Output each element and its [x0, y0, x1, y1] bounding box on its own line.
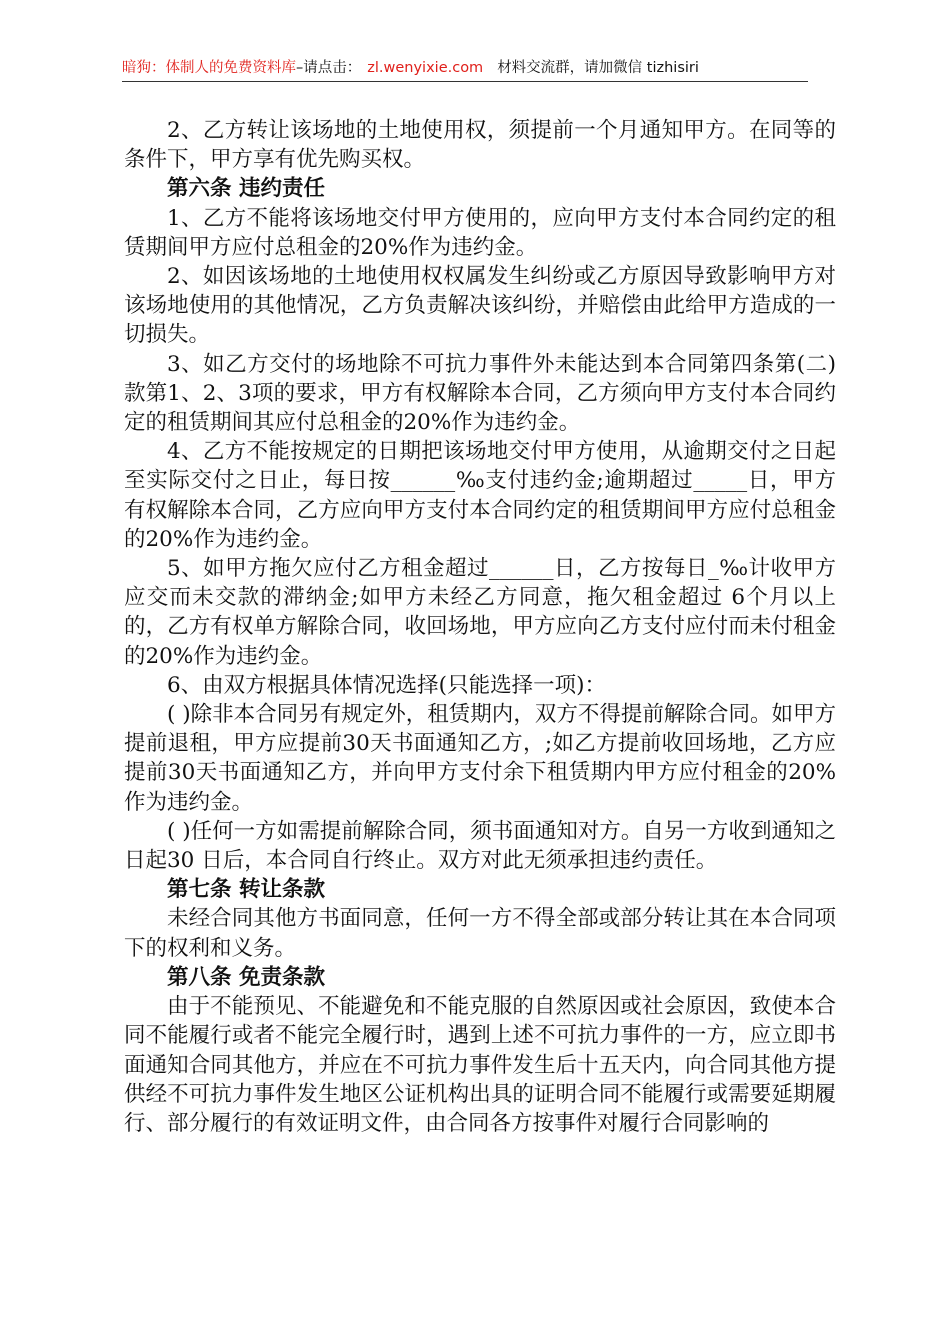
- header-click-prompt: –请点击：: [296, 60, 362, 76]
- header-url-link[interactable]: zl.wenyixie.com: [367, 60, 484, 76]
- section-heading-article-7: 第七条 转让条款: [167, 877, 325, 903]
- page-header: [122, 58, 808, 78]
- header-site-name: 暗狗：体制人的免费资料库: [122, 60, 296, 76]
- paragraph: ( )任何一方如需提前解除合同，须书面通知对方。自另一方收到通知之日起30 日后，本合同自行终止。双方对此无须承担违约责任。: [124, 818, 836, 874]
- paragraph: 由于不能预见、不能避免和不能克服的自然原因或社会原因，致使本合同不能履行或者不能完全履行时，遇到上述不可抗力事件的一方，应立即书面通知合同其他方，并应在不可抗力事件发生后十五天内，向合同其他方提供经不可抗力事件发生地区公证机构出具的证明合同不能履行或需要延期履行、部分履行的有效证明文件，由合同各方按事件对履行合同影响的: [124, 994, 836, 1136]
- section-heading-article-6: 第六条 违约责任: [167, 176, 325, 202]
- paragraph: 未经合同其他方书面同意，任何一方不得全部或部分转让其在本合同项下的权利和义务。: [124, 906, 836, 961]
- paragraph: 2、如因该场地的土地使用权权属发生纠纷或乙方原因导致影响甲方对该场地使用的其他情况，乙方负责解决该纠纷，并赔偿由此给甲方造成的一切损失。: [124, 264, 836, 348]
- paragraph: 4、乙方不能按规定的日期把该场地交付甲方使用，从逾期交付之日起至实际交付之日止，每日按______‰支付违约金;逾期超过_____日，甲方有权解除本合同，乙方应向甲方支付本合同约定的租赁期间甲方应付总租金的20%作为违约金。: [124, 439, 836, 552]
- document-body: [124, 116, 836, 1138]
- header-wechat-note: 材料交流群，请加微信 tizhisiri: [497, 60, 699, 76]
- header-divider: [122, 81, 808, 82]
- section-heading-article-8: 第八条 免责条款: [167, 964, 325, 990]
- paragraph: 6、由双方根据具体情况选择(只能选择一项)：: [167, 672, 606, 698]
- paragraph: ( )除非本合同另有规定外，租赁期内，双方不得提前解除合同。如甲方提前退租，甲方应提前30天书面通知乙方，;如乙方提前收回场地，乙方应提前30天书面通知乙方，并向甲方支付余下租赁期内甲方应付租金的20%作为违约金。: [124, 702, 836, 815]
- paragraph: 3、如乙方交付的场地除不可抗力事件外未能达到本合同第四条第(二)款第1、2、3项的要求，甲方有权解除本合同，乙方须向甲方支付本合同约定的租赁期间其应付总租金的20%作为违约金。: [124, 351, 836, 436]
- paragraph: 5、如甲方拖欠应付乙方租金超过______日，乙方按每日_‰计收甲方应交而未交款的滞纳金;如甲方未经乙方同意，拖欠租金超过 6个月以上的，乙方有权单方解除合同，收回场地，甲方应向乙方支付应付而未付租金的20%作为违约金。: [124, 556, 836, 669]
- paragraph: 1、乙方不能将该场地交付甲方使用的，应向甲方支付本合同约定的租赁期间甲方应付总租金的20%作为违约金。: [124, 205, 836, 260]
- paragraph: 2、乙方转让该场地的土地使用权，须提前一个月通知甲方。在同等的条件下，甲方享有优先购买权。: [124, 118, 836, 173]
